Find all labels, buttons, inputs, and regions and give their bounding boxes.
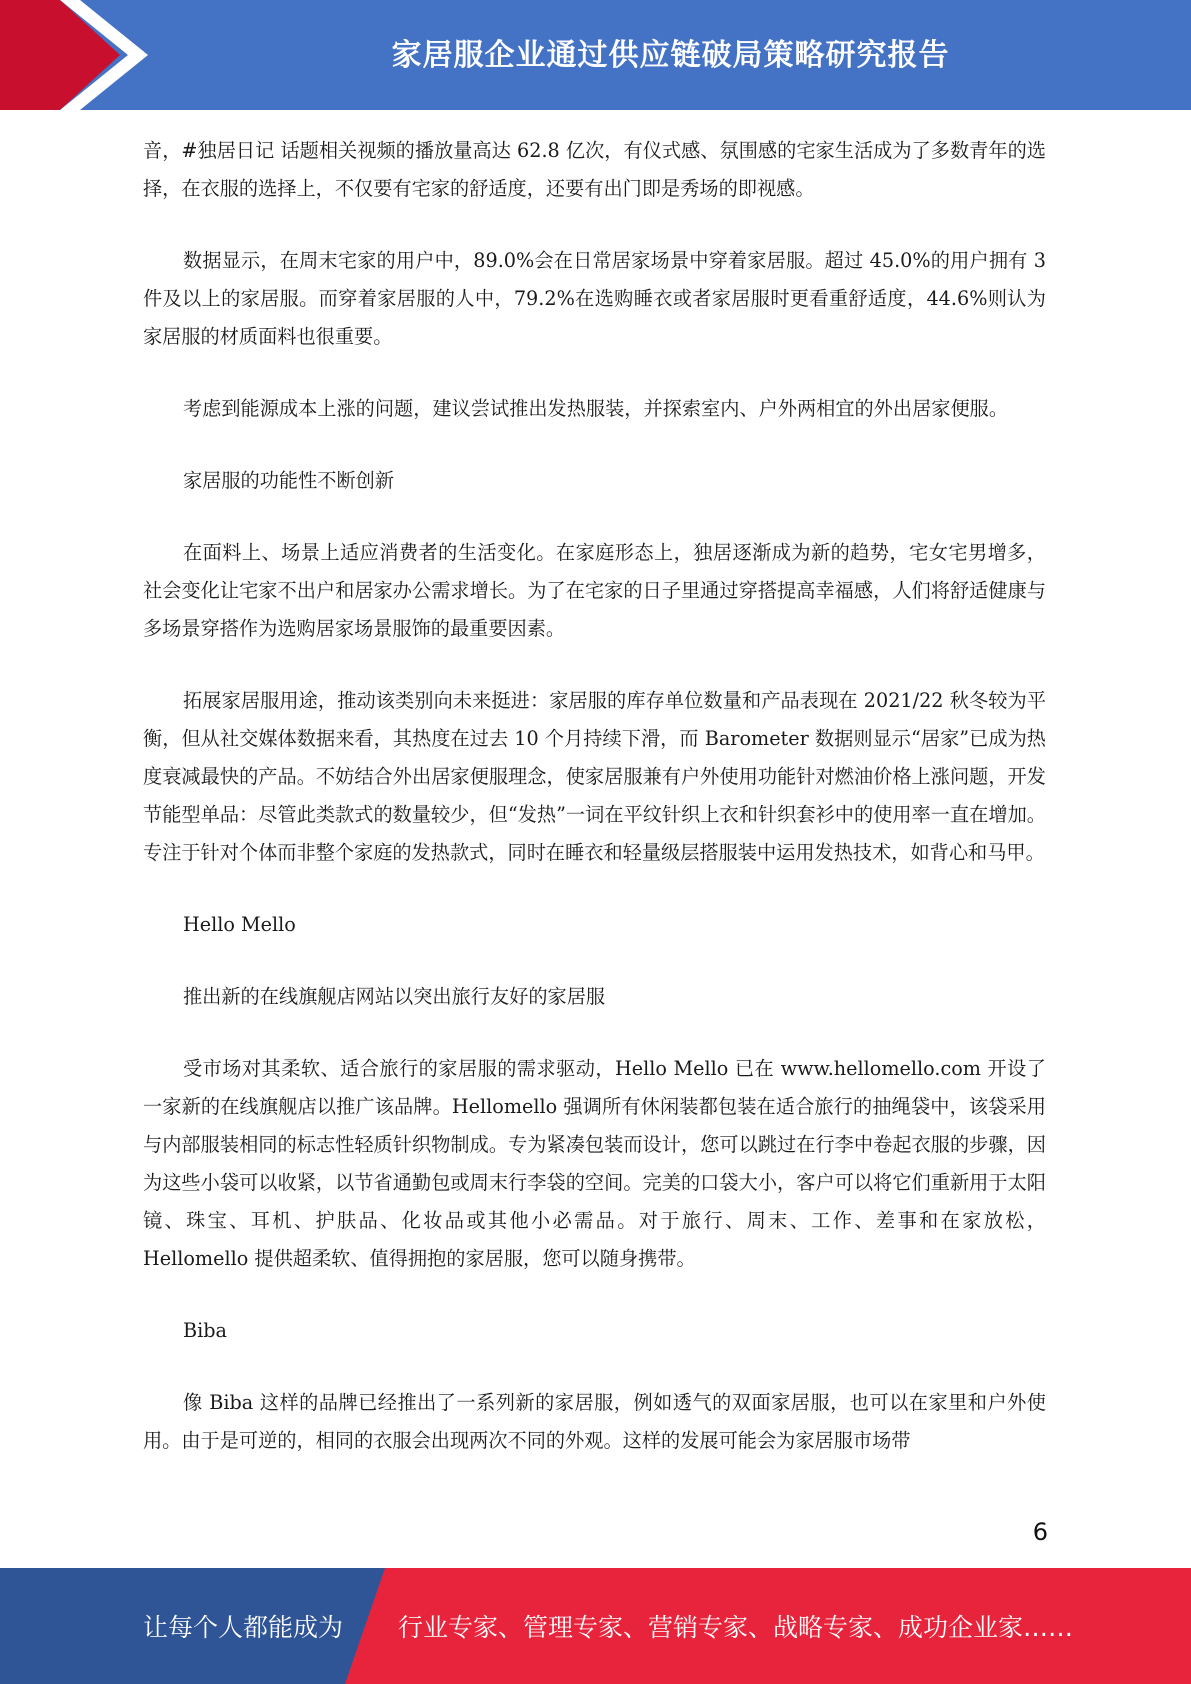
paragraph-6: 受市场对其柔软、适合旅行的家居服的需求驱动，Hello Mello 已在 www.hellomello.com 开设了一家新的在线旗舰店以推广该品牌。Hellomello 强调所有休闲装都包装在适合旅行的抽绳袋中，该袋采用与内部服装相同的标志性轻质针织物制成。专为紧凑包装而设计，您可以跳过在行李中卷起衣服的步骤，因为这些小袋可以收紧，以节省通勤包或周末行李袋的空间。完美的口袋大小，客户可以将它们重新用于太阳镜、珠宝、耳机、护肤品、化妆品或其他小必需品。对于旅行、周末、工作、差事和在家放松，Hellomello 提供超柔软、值得拥抱的家居服，您可以随身携带。 (143, 1057, 1046, 1270)
paragraph-7: 像 Biba 这样的品牌已经推出了一系列新的家居服，例如透气的双面家居服，也可以在家里和户外使用。由于是可逆的，相同的衣服会出现两次不同的外观。这样的发展可能会为家居服市场带 (143, 1391, 1046, 1452)
footer-slogan-left: 让每个人都能成为 (143, 1613, 344, 1642)
report-title: 家居服企业通过供应链破局策略研究报告 (391, 38, 950, 73)
page-number: 6 (1032, 1518, 1048, 1546)
section-heading-biba: Biba (183, 1319, 227, 1342)
section-heading-hello-mello: Hello Mello (183, 913, 296, 936)
footer-slogan-right: 行业专家、管理专家、营销专家、战略专家、成功企业家…… (398, 1613, 1074, 1642)
paragraph-1: 音，#独居日记 话题相关视频的播放量高达 62.8 亿次，有仪式感、氛围感的宅家生活成为了多数青年的选择，在衣服的选择上，不仅要有宅家的舒适度，还要有出门即是秀场的即视感。 (143, 139, 1046, 200)
section-subheading-flagship: 推出新的在线旗舰店网站以突出旅行友好的家居服 (183, 985, 606, 1008)
paragraph-5: 拓展家居服用途，推动该类别向未来挺进：家居服的库存单位数量和产品表现在 2021/22 秋冬较为平衡，但从社交媒体数据来看，其热度在过去 10 个月持续下滑，而 Barometer 数据则显示“居家”已成为热度衰减最快的产品。不妨结合外出居家便服理念，使家居服兼有户外使用功能针对燃油价格上涨问题，开发节能型单品：尽管此类款式的数量较少，但“发热”一词在平纹针织上衣和针织套衫中的使用率一直在增加。专注于针对个体而非整个家庭的发热款式，同时在睡衣和轻量级层搭服装中运用发热技术，如背心和马甲。 (143, 689, 1046, 864)
paragraph-4: 在面料上、场景上适应消费者的生活变化。在家庭形态上，独居逐渐成为新的趋势，宅女宅男增多，社会变化让宅家不出户和居家办公需求增长。为了在宅家的日子里通过穿搭提高幸福感，人们将舒适健康与多场景穿搭作为选购居家场景服饰的最重要因素。 (143, 541, 1046, 640)
page-header (0, 0, 1191, 110)
section-heading-functionality: 家居服的功能性不断创新 (183, 469, 395, 492)
paragraph-2: 数据显示，在周末宅家的用户中，89.0%会在日常居家场景中穿着家居服。超过 45.0%的用户拥有 3 件及以上的家居服。而穿着家居服的人中，79.2%在选购睡衣或者家居服时更看重舒适度，44.6%则认为家居服的材质面料也很重要。 (143, 249, 1046, 348)
page-body (143, 132, 1046, 1494)
paragraph-3: 考虑到能源成本上涨的问题，建议尝试推出发热服装，并探索室内、户外两相宜的外出居家便服。 (183, 397, 1009, 420)
page-footer (0, 1568, 1191, 1684)
